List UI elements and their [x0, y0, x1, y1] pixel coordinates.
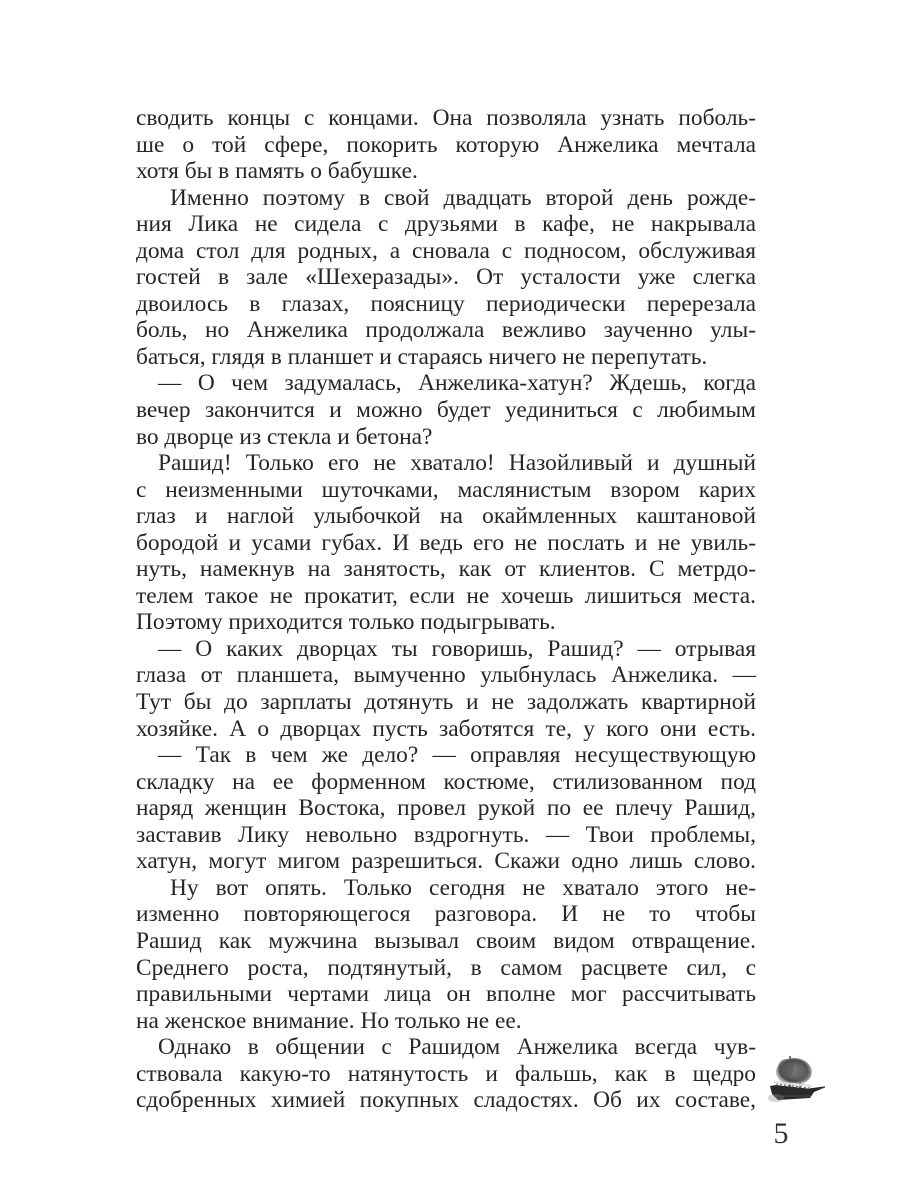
text-line: [136, 1034, 756, 1061]
text-line: [136, 530, 756, 557]
text-line: [136, 955, 756, 982]
text-line-content: складку на ее форменном костюме, стилизованном под: [136, 768, 756, 795]
text-line: [136, 901, 756, 928]
text-line: [136, 848, 756, 875]
text-line-content: бородой и усами губах. И ведь его не послать и не увиль-: [136, 529, 756, 556]
text-line-content: хозяйке. А о дворцах пусть заботятся те, у кого они есть.: [136, 715, 756, 742]
sailing-ship-icon: [762, 1052, 826, 1108]
text-line: [136, 1087, 756, 1114]
text-line-content: дома стол для родных, а сновала с подносом, обслуживая: [136, 237, 756, 264]
text-line: [136, 158, 756, 185]
text-line-content: нуть, намекнув на занятость, как от клиентов. С метрдо-: [136, 556, 756, 583]
text-line-content: изменно повторяющегося разговора. И не то чтобы: [136, 901, 756, 928]
text-line-content: глаз и наглой улыбочкой на окаймленных каштановой: [136, 503, 756, 530]
text-line: [136, 185, 756, 212]
text-line: [136, 450, 756, 477]
text-line-content: глаза от планшета, вымученно улыбнулась Анжелика. —: [136, 662, 756, 689]
text-line-content: Поэтому приходится только подыгрывать.: [136, 609, 556, 636]
text-line: [136, 609, 756, 636]
page-number: 5: [773, 1117, 789, 1150]
text-line: [136, 291, 756, 318]
text-line-content: Тут бы до зарплаты дотянуть и не задолжать квартирной: [136, 689, 756, 716]
text-line: [136, 662, 756, 689]
text-line-content: гостей в зале «Шехеразады». От усталости уже слегка: [136, 264, 756, 291]
text-line: [136, 105, 756, 132]
text-line: [136, 716, 756, 743]
text-line: [136, 556, 756, 583]
text-line: [136, 742, 756, 769]
text-line-content: сдобренных химией покупных сладостях. Об их составе,: [136, 1087, 756, 1114]
text-line: [136, 344, 756, 371]
text-line-content: с неизменными шуточками, маслянистым взором карих: [136, 476, 756, 503]
text-line-content: телем такое не прокатит, если не хочешь лишиться места.: [136, 582, 756, 609]
text-line-content: Именно поэтому в свой двадцать второй день рожде-: [170, 184, 756, 211]
text-line-content: боль, но Анжелика продолжала вежливо заученно улы-: [136, 317, 756, 344]
text-line: [136, 981, 756, 1008]
text-line-content: двоилось в глазах, поясницу периодически перерезала: [136, 290, 756, 317]
text-line: [136, 1008, 756, 1035]
text-line-content: заставив Лику невольно вздрогнуть. — Твои проблемы,: [136, 821, 756, 848]
text-line: [136, 317, 756, 344]
text-line-content: ствовала какую-то натянутость и фальшь, как в щедро: [136, 1060, 756, 1087]
page-body-text: [136, 105, 756, 1114]
text-line: [136, 1061, 756, 1088]
text-line-content: во дворце из стекла и бетона?: [136, 423, 433, 450]
text-line-content: — О каких дворцах ты говоришь, Рашид? — отрывая: [158, 635, 756, 662]
text-line: [136, 822, 756, 849]
text-line-content: вечер закончится и можно будет уединиться с любимым: [136, 397, 756, 424]
text-line: [136, 264, 756, 291]
text-line-content: — О чем задумалась, Анжелика-хатун? Ждешь, когда: [158, 370, 756, 397]
text-line: [136, 689, 756, 716]
text-line: [136, 636, 756, 663]
text-line: [136, 370, 756, 397]
text-line-content: на женское внимание. Но только не ее.: [136, 1007, 522, 1034]
text-line: [136, 503, 756, 530]
text-line-content: Ну вот опять. Только сегодня не хватало этого не-: [170, 874, 756, 901]
text-line: [136, 132, 756, 159]
text-line-content: ния Лика не сидела с друзьями в кафе, не накрывала: [136, 211, 756, 238]
text-line-content: Среднего роста, подтянутый, в самом расцвете сил, с: [136, 954, 756, 981]
text-line: [136, 769, 756, 796]
text-line-content: Однако в общении с Рашидом Анжелика всегда чув-: [158, 1034, 756, 1061]
text-line: [136, 583, 756, 610]
text-line-content: — Так в чем же дело? — оправляя несуществующую: [158, 742, 756, 769]
text-line-content: хотя бы в память о бабушке.: [136, 158, 418, 185]
text-line: [136, 424, 756, 451]
text-line: [136, 477, 756, 504]
text-line-content: баться, глядя в планшет и стараясь ничего не перепутать.: [136, 343, 708, 370]
text-line-content: ше о той сфере, покорить которую Анжелика мечтала: [136, 131, 756, 158]
text-line-content: хатун, могут мигом разрешиться. Скажи одно лишь слово.: [136, 848, 756, 875]
text-line-content: наряд женщин Востока, провел рукой по ее плечу Рашид,: [136, 795, 756, 822]
text-line: [136, 875, 756, 902]
text-line-content: Рашид как мужчина вызывал своим видом отвращение.: [136, 927, 756, 954]
text-line-content: Рашид! Только его не хватало! Назойливый и душный: [158, 450, 756, 477]
text-line: [136, 211, 756, 238]
text-line: [136, 928, 756, 955]
text-line-content: правильными чертами лица он вполне мог рассчитывать: [136, 981, 756, 1008]
text-line-content: сводить концы с концами. Она позволяла узнать поболь-: [136, 105, 756, 131]
text-line: [136, 238, 756, 265]
text-line: [136, 397, 756, 424]
text-line: [136, 795, 756, 822]
